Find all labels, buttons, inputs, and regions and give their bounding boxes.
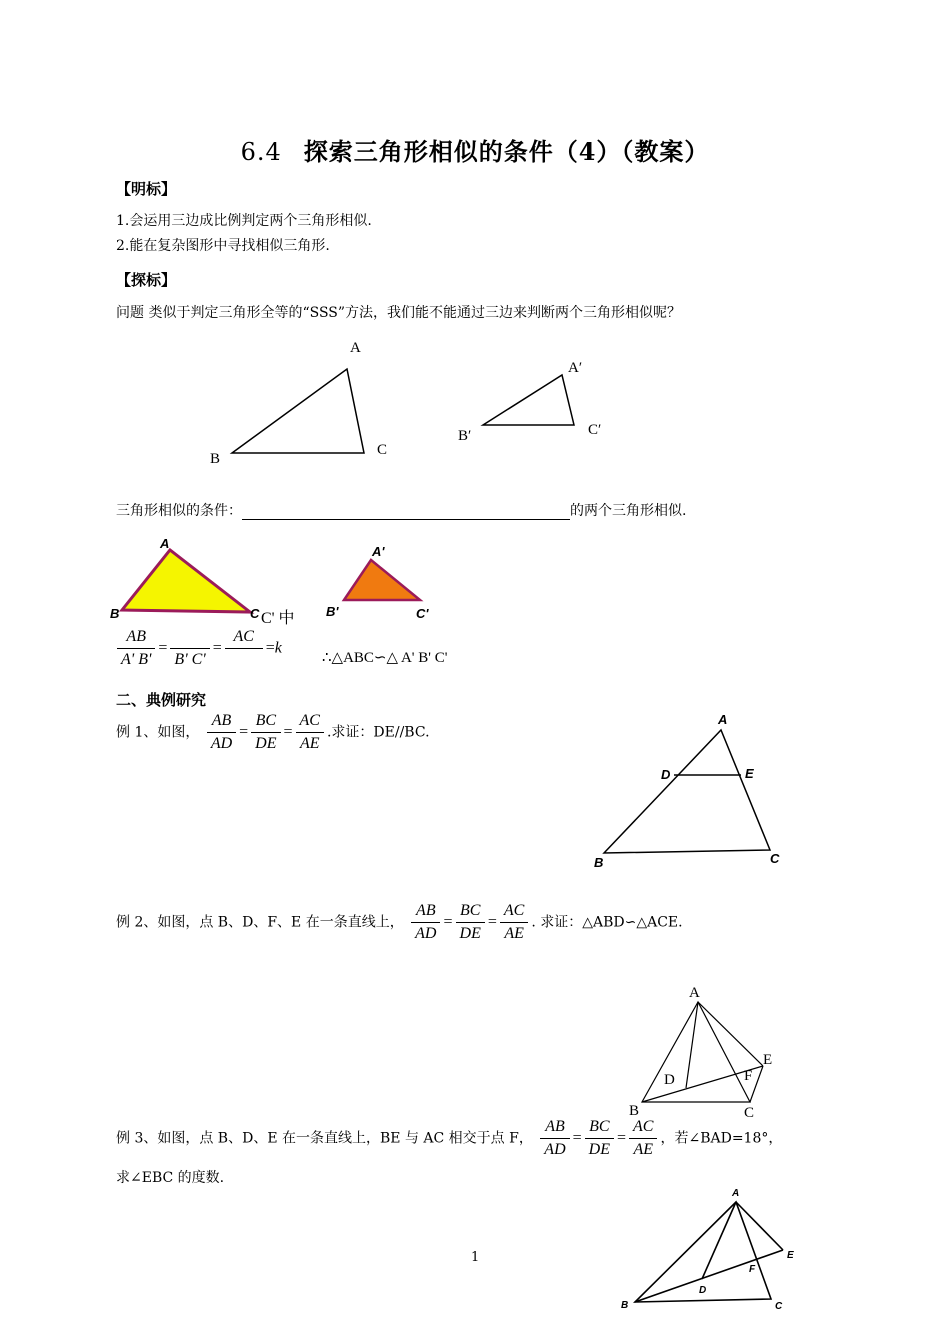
triangle-yellow: [122, 550, 250, 612]
page-title: [0, 132, 950, 167]
label-e: E: [745, 766, 754, 781]
page-number: 1: [471, 1250, 480, 1265]
fraction: $\frac{AB}{AD}$: [540, 1118, 569, 1159]
label-d: D: [699, 1285, 707, 1296]
label-f: F: [744, 1068, 753, 1084]
label-c: C: [744, 1105, 755, 1121]
example-2: 例 2、如图，点 B、D、F、E 在一条直线上， $\frac{AB}{AD}$ = $\frac{BC}{DE}$ = $\frac{AC}{AE}$ . 求证：△ABD∽△ACE.: [116, 902, 683, 942]
condition-blank[interactable]: [242, 505, 570, 520]
conclusion: ∴△ABC∽△ A' B' C': [322, 650, 448, 666]
label-c: C: [377, 442, 388, 458]
label-a: A: [689, 985, 700, 1001]
title-text: 探索三角形相似的条件（4）（教案）: [303, 137, 710, 166]
condition-suffix: 的两个三角形相似.: [570, 503, 687, 519]
example-3-line-2: 求∠EBC 的度数.: [116, 1170, 225, 1186]
label-a-prime: A′: [568, 360, 583, 376]
figure-example-3: [615, 1182, 815, 1312]
fraction: AC: [225, 628, 263, 669]
label-c: C: [775, 1301, 783, 1312]
label-c: C: [250, 606, 260, 621]
segment-ad: [702, 1202, 736, 1279]
label-a: A: [732, 1188, 740, 1199]
label-b: B: [110, 606, 120, 621]
segment-ad: [686, 1002, 698, 1088]
heading-tanbiao: 【探标】: [116, 271, 177, 289]
triangle-orange: [344, 560, 420, 600]
fraction: $\frac{AC}{AE}$: [296, 712, 324, 753]
label-e: E: [787, 1250, 794, 1261]
overlap-text: C' 中: [261, 610, 295, 627]
label-a: A: [718, 712, 728, 727]
label-c-prime: C′: [588, 422, 602, 438]
triangle-abc: [604, 730, 770, 853]
fraction: $\frac{AB}{A' B'}$: [117, 628, 155, 669]
fraction: $\frac{BC}{DE}$: [251, 712, 280, 753]
label-f: F: [749, 1264, 756, 1275]
label-c-prime: C': [416, 606, 429, 621]
fraction: $\frac{BC}{DE}$: [456, 902, 485, 943]
example-1: 例 1、如图， $\frac{AB}{AD}$ = $\frac{BC}{DE}$ = $\frac{AC}{AE}$ .求证：DE//BC.: [116, 712, 430, 752]
label-a: A: [160, 536, 170, 551]
objective-2: 2.能在复杂图形中寻找相似三角形.: [116, 238, 330, 254]
figure-example-2: [620, 980, 790, 1122]
fraction: $\frac{BC}{DE}$: [585, 1118, 614, 1159]
triangle-abc: [232, 369, 364, 453]
fraction: $\frac{AC}{AE}$: [629, 1118, 657, 1159]
segment-ae: [736, 1202, 783, 1250]
example-3: 例 3、如图，点 B、D、E 在一条直线上，BE 与 AC 相交于点 F， $\frac{AB}{AD}$ = $\frac{BC}{DE}$ = $\frac{AC}{AE}$ ，若∠BAD=18°，: [116, 1118, 783, 1158]
fraction: $\frac{AB}{AD}$: [411, 902, 440, 943]
line-be: [635, 1250, 783, 1302]
objective-1: 1.会运用三边成比例判定两个三角形相似.: [116, 213, 372, 229]
label-c: C: [770, 851, 780, 866]
label-d: D: [664, 1072, 675, 1088]
figure-example-1: [588, 710, 803, 875]
label-b: B: [621, 1300, 629, 1311]
fraction: $\frac{AB}{AD}$: [207, 712, 236, 753]
label-a: A: [350, 340, 361, 356]
label-b-prime: B': [326, 604, 339, 619]
label-e: E: [763, 1052, 773, 1068]
label-b-prime: B′: [458, 428, 472, 444]
figure-similar-triangles: [200, 330, 640, 475]
label-b: B: [629, 1103, 640, 1119]
heading-mingbiao: 【明标】: [116, 180, 177, 198]
fraction: $\frac{AC}{AE}$: [500, 902, 528, 943]
title-number: 6.4: [240, 138, 282, 166]
segment-ae: [698, 1002, 763, 1066]
label-d: D: [661, 767, 671, 782]
label-b: B: [594, 855, 604, 870]
condition-line: [116, 500, 686, 520]
label-a-prime: A': [372, 544, 385, 559]
ratio-expression: $\frac{AB}{A' B'}$ = B' C' = AC =k: [114, 628, 282, 669]
condition-prefix: 三角形相似的条件：: [116, 503, 242, 519]
triangle-abc-prime: [483, 375, 574, 425]
fraction: B' C': [170, 628, 209, 669]
question-text: 问题 类似于判定三角形全等的“SSS”方法，我们能不能通过三边来判断两个三角形相似呢？: [116, 305, 682, 321]
label-b: B: [210, 451, 221, 467]
heading-examples: 二、典例研究: [116, 691, 207, 709]
ratio-k: k: [274, 639, 282, 657]
